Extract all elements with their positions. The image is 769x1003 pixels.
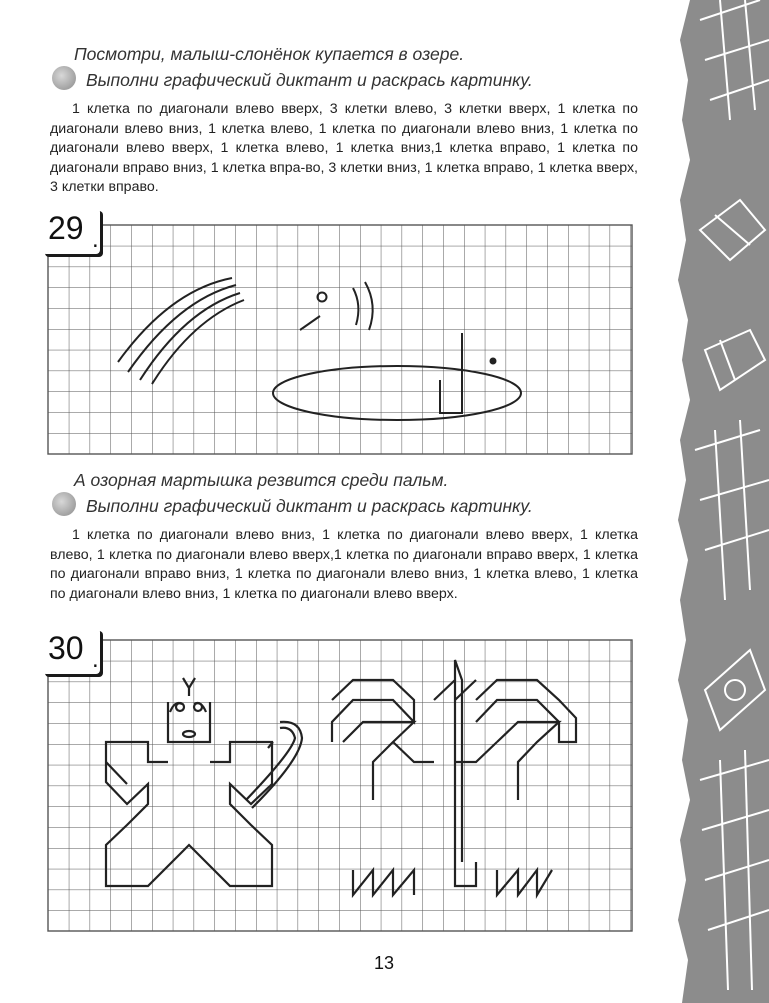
section2-instructions-text: 1 клетка по диагонали влево вниз, 1 клетка по диагонали влево вверх, 1 клетка влево, 1 клетка по диагонали влево вверх,1 клетка по диагонали вправо вверх, 1 клетка по диагонали вправо вниз, 1 клетка по диагонали влево вниз, 1 клетка влево, 1 клетка по диагонали влево вниз, 1 клетка по диагонали влево вверх.: [50, 527, 638, 602]
task-number-30-text: 30: [48, 630, 84, 666]
section2-task: Выполни графический диктант и раскрась картинку.: [86, 496, 533, 516]
task-number-30-dot: .: [92, 646, 99, 673]
task-number-29-text: 29: [48, 210, 84, 246]
section1-task: Выполни графический диктант и раскрась картинку.: [86, 70, 533, 90]
section1-instructions-text: 1 клетка по диагонали влево вверх, 3 клетки влево, 3 клетки вверх, 1 клетка по диагонали влево вниз, 1 клетка влево, 1 клетка по диагонали влево вниз, 1 клетка по диагонали влево вверх, 1 клетка влево, 1 клетка вниз,1 клетка вправо, 1 клетка по диагонали вправо вниз, 1 клетка впра-во, 3 клетки вниз, 1 клетка вправо, 1 клетка вверх, 3 клетки вправо.: [50, 101, 638, 196]
page-number: 13: [374, 953, 395, 973]
section1-intro: Посмотри, малыш-слонёнок купается в озере.: [74, 44, 465, 64]
task-number-30: [42, 628, 100, 674]
section2-intro: А озорная мартышка резвится среди пальм.: [74, 470, 449, 490]
task-number-29-dot: .: [92, 226, 99, 253]
